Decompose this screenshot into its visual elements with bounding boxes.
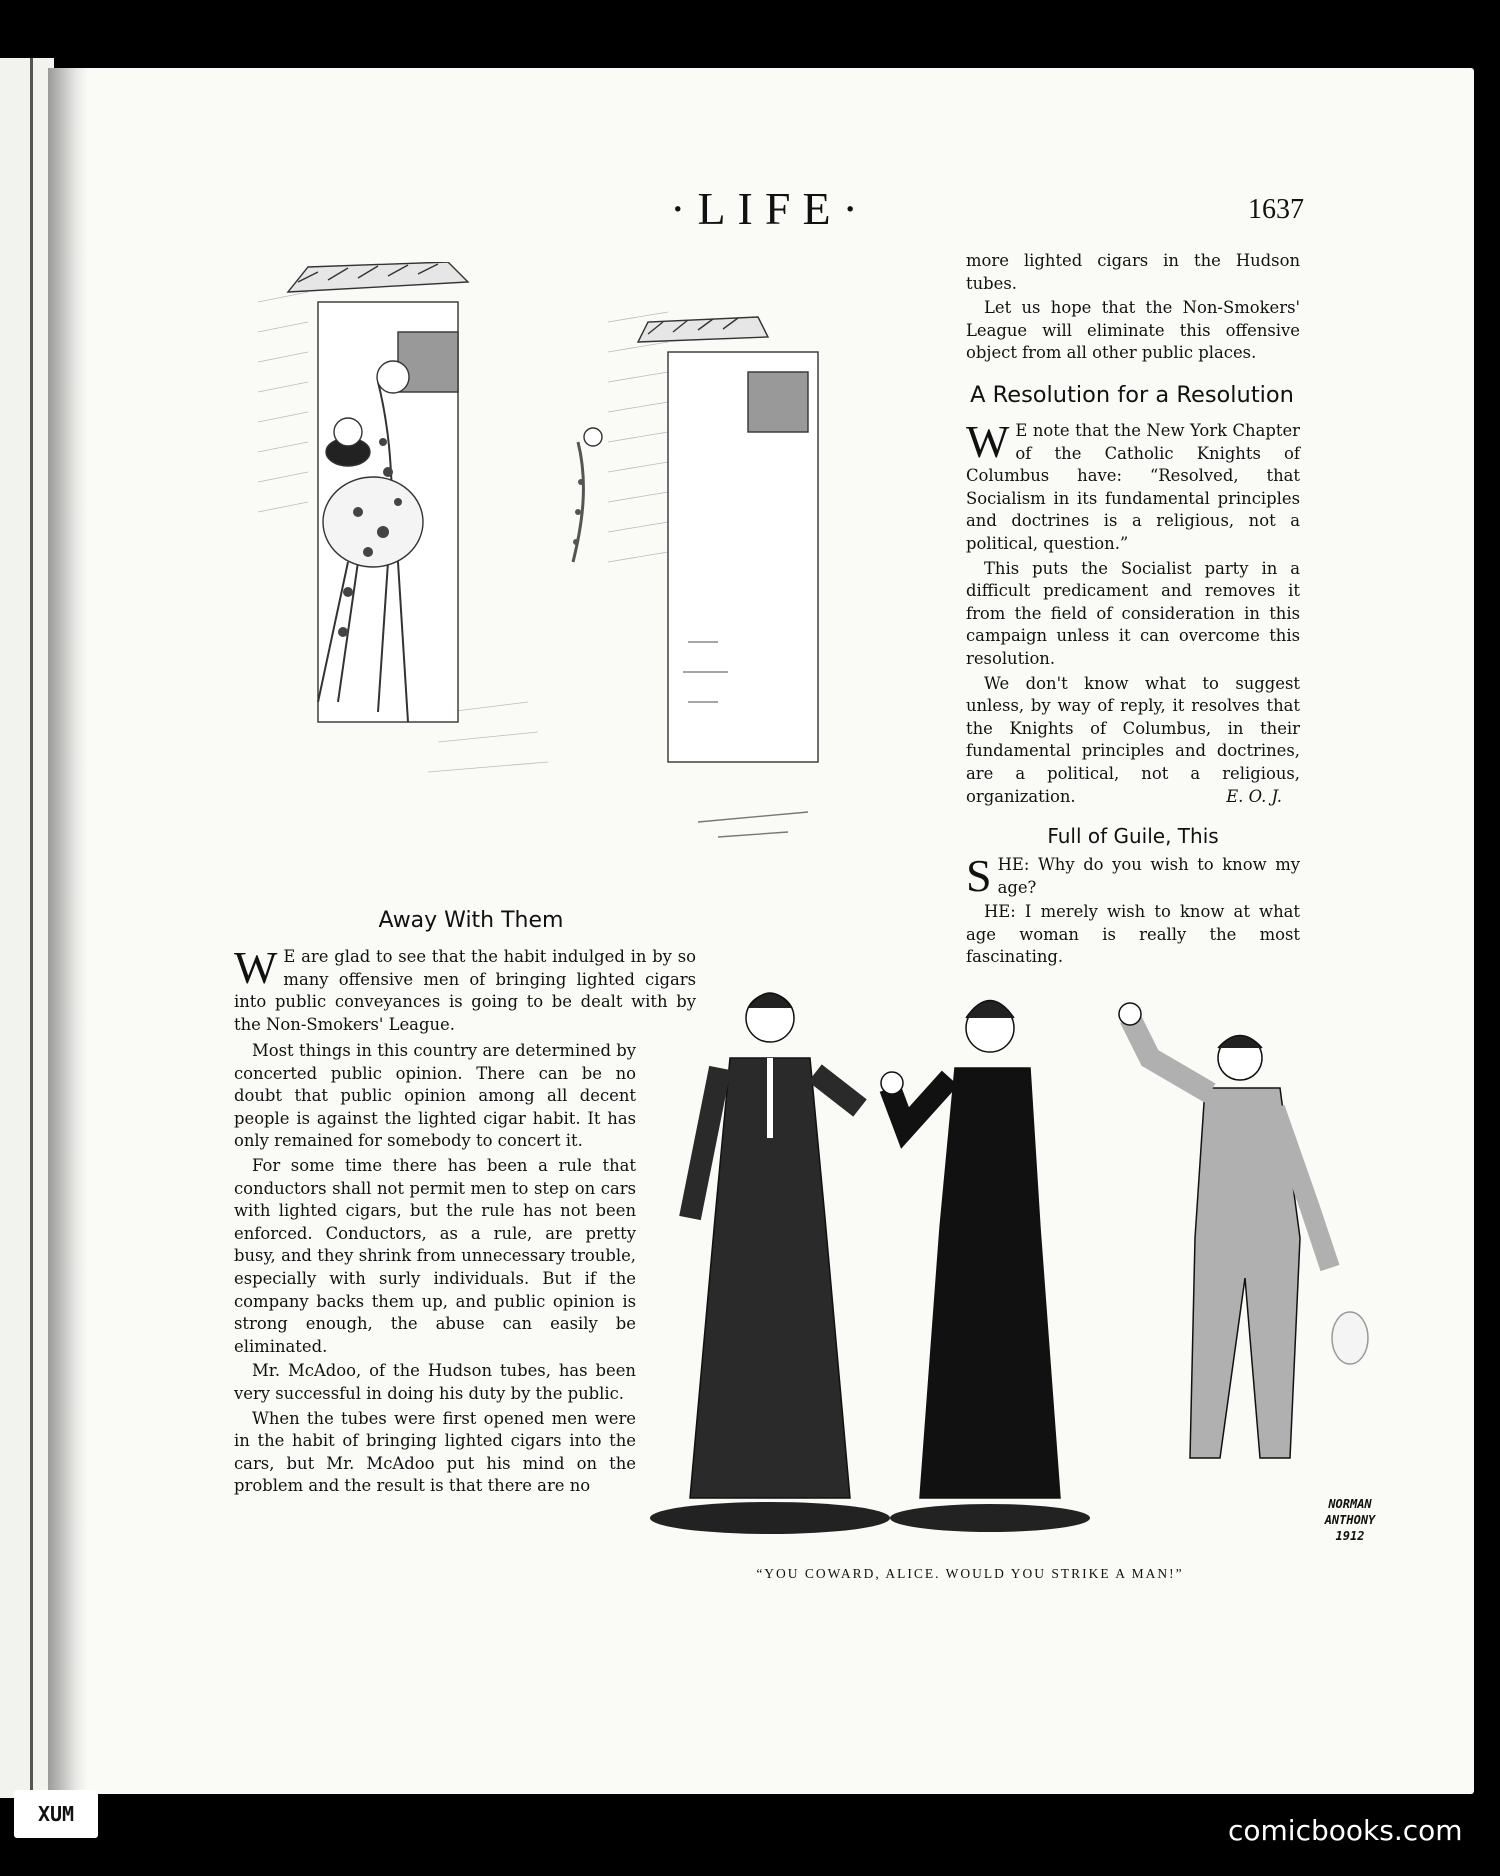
away-continued-column — [966, 250, 1300, 367]
byline: E. O. J. — [1226, 786, 1282, 806]
guile-column — [966, 850, 1300, 971]
resolution-column — [966, 416, 1300, 810]
paragraph: Let us hope that the Non-Smokers' League will eliminate this offensive object from all other public places. — [966, 298, 1300, 363]
page-title: ·LIFE· — [670, 183, 870, 234]
paragraph: HE: I merely wish to know at what age woman is really the most fascinating. — [966, 902, 1300, 967]
paragraph — [966, 416, 1300, 556]
away-column-narrow — [234, 1040, 636, 1500]
paragraph-text: E are glad to see that the habit indulged in by so many offensive men of bringing lighted cigars into public conveyances is going to be dealt with by the Non-Smokers' League. — [234, 947, 696, 1034]
paragraph — [234, 942, 696, 1036]
cartoon-caption: “YOU COWARD, ALICE. WOULD YOU STRIKE A MAN!” — [756, 1566, 1184, 1581]
artist-signature — [1300, 1496, 1400, 1544]
paragraph: Most things in this country are determined by concerted public opinion. There can be no doubt that public opinion among all decent people is against the lighted cigar habit. It has only remained for somebody to concert it. — [234, 1041, 636, 1151]
book-spine — [30, 58, 33, 1798]
paragraph: This puts the Socialist party in a difficult predicament and removes it from the field of consideration in this campaign unless it can overcome this resolution. — [966, 558, 1300, 668]
left-page-edge — [0, 58, 54, 1798]
dropcap: S — [966, 850, 992, 901]
paragraph: more lighted cigars in the Hudson tubes. — [966, 251, 1300, 293]
paragraph: When the tubes were first opened men were in the habit of bringing lighted cigars into the cars, but Mr. McAdoo put his mind on the problem and the result is that there are no — [234, 1408, 636, 1496]
dropcap: W — [234, 942, 278, 993]
paragraph: Mr. McAdoo, of the Hudson tubes, has been very successful in doing his duty by the public. — [234, 1361, 636, 1403]
paragraph-text: We don't know what to suggest unless, by way of reply, it resolves that the Knights of Columbus, in their fundamental principles and doctrines, are a political, not a religious, organization. — [966, 673, 1300, 806]
three-figures-cartoon — [620, 978, 1380, 1548]
giraffe-window-illustration — [248, 262, 928, 862]
resolution-heading: A Resolution for a Resolution — [970, 382, 1294, 408]
dropcap: W — [966, 416, 1010, 467]
paragraph-text: HE: Why do you wish to know my age? — [997, 855, 1300, 897]
paragraph: For some time there has been a rule that conductors shall not permit men to step on cars with lighted cigars, but the rule has not been enforced. Conductors, as a rule, are pretty busy, and they shrink from unnecessary trouble, especially with surly individuals. But if the company backs them up, and public opinion is strong enough, the abuse can easily be eliminated. — [234, 1155, 636, 1356]
signature-line: 1912 — [1335, 1529, 1365, 1543]
paragraph — [966, 673, 1300, 809]
guile-heading: Full of Guile, This — [1047, 824, 1219, 848]
archive-stamp: XUM — [14, 1790, 98, 1838]
gutter-shadow — [48, 68, 88, 1794]
signature-line: NORMAN — [1328, 1497, 1372, 1511]
away-heading: Away With Them — [378, 908, 564, 933]
site-watermark: comicbooks.com — [1228, 1814, 1463, 1847]
paragraph-text: E note that the New York Chapter of the Catholic Knights of Columbus have: “Resolved, that Socialism in its fundamental principles and doctrines is a religious, not a political, question.” — [966, 421, 1300, 553]
paragraph — [966, 850, 1300, 901]
away-column — [234, 942, 696, 1038]
signature-line: ANTHONY — [1324, 1513, 1376, 1527]
page-number: 1637 — [1248, 194, 1304, 225]
